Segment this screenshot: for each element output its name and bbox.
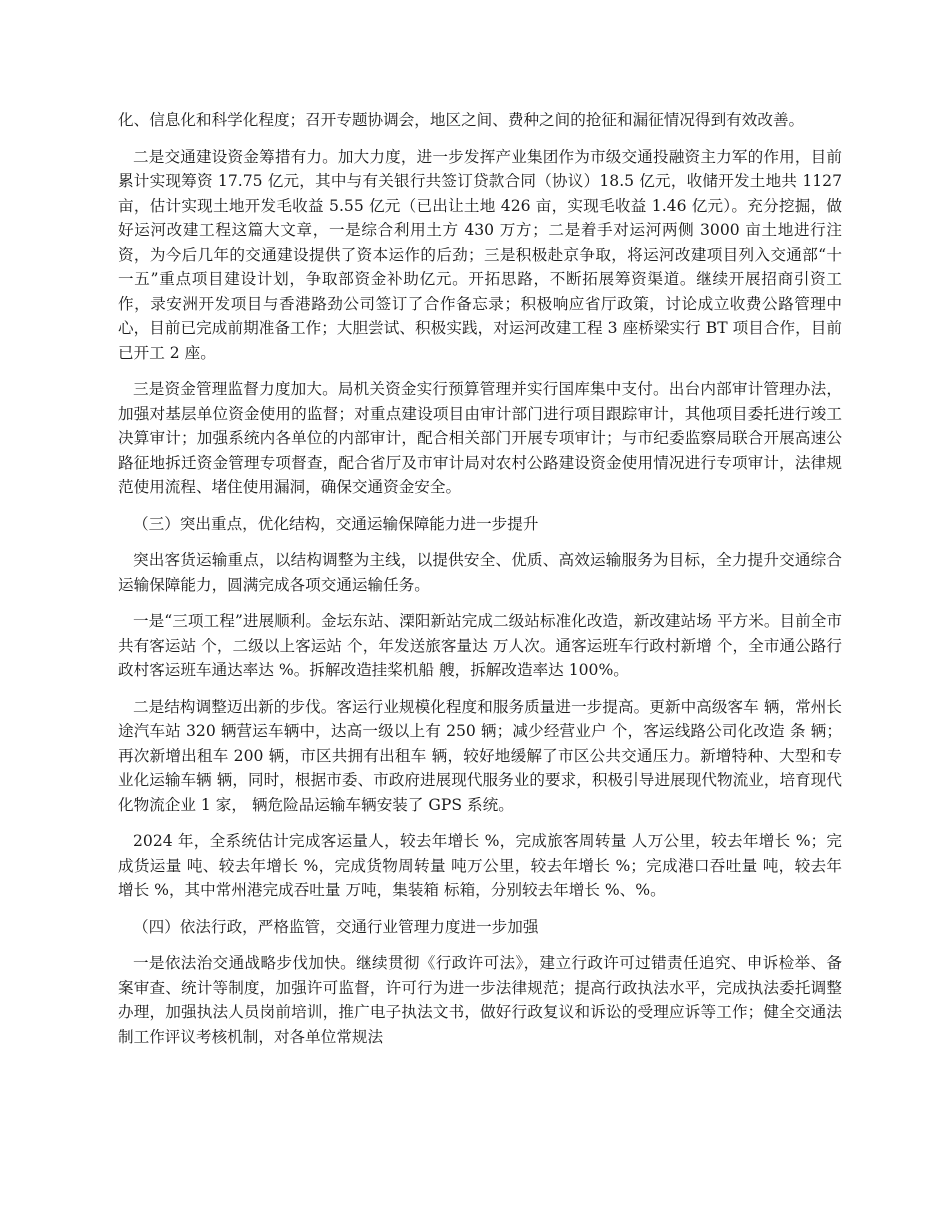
document-body: [118, 108, 842, 1061]
paragraph-three-projects: 一是“三项工程”进展顺利。金坛东站、溧阳新站完成二级站标准化改造，新改建站场 平方米。目前全市共有客运站 个，二级以上客运站 个，年发送旅客量达 万人次。通客运班车行政村新增 个，全市通公路行政村客运班车通达率达 %。拆解改造挂桨机船 艘，拆解改造率达 100%。: [118, 612, 842, 679]
paragraph-funding: 二是交通建设资金筹措有力。加大力度，进一步发挥产业集团作为市级交通投融资主力军的作用，目前累计实现筹资 17.75 亿元，其中与有关银行共签订贷款合同（协议）18.5 亿元，收储开发土地共 1127 亩，估计实现土地开发毛收益 5.55 亿元（已出让土地 426 亩，实现毛收益 1.46 亿元）。充分挖掘，做好运河改建工程这篇大文章，一是综合利用土方 430 万方；二是着手对运河两侧 3000 亩土地进行注资，为今后几年的交通建设提供了资本运作的后劲；三是积极赴京争取，将运河改建项目列入交通部“十一五”重点项目建设计划，争取部资金补助亿元。开拓思路，不断拓展筹资渠道。继续开展招商引资工作，录安洲开发项目与香港路劲公司签订了合作备忘录；积极响应省厅政策，讨论成立收费公路管理中心，目前已完成前期准备工作；大胆尝试、积极实践，对运河改建工程 3 座桥梁实行 BT 项目合作，目前已开工 2 座。: [118, 147, 842, 362]
paragraph-fund-supervision: 三是资金管理监督力度加大。局机关资金实行预算管理并实行国库集中支付。出台内部审计管理办法，加强对基层单位资金使用的监督；对重点建设项目由审计部门进行项目跟踪审计，其他项目委托进行竣工决算审计；加强系统内各单位的内部审计，配合相关部门开展专项审计；与市纪委监察局联合开展高速公路征地拆迁资金管理专项督查，配合省厅及市审计局对农村公路建设资金使用情况进行专项审计，法律规范使用流程、堵住使用漏洞，确保交通资金安全。: [118, 380, 842, 496]
paragraph-continuation: 化、信息化和科学化程度；召开专题协调会，地区之间、费种之间的抢征和漏征情况得到有效改善。: [118, 111, 805, 129]
paragraph-transport-overview: 突出客货运输重点，以结构调整为主线，以提供安全、优质、高效运输服务为目标，全力提升交通综合运输保障能力，圆满完成各项交通运输任务。: [118, 551, 842, 594]
paragraph-structure-adjustment: 二是结构调整迈出新的步伐。客运行业规模化程度和服务质量进一步提高。更新中高级客车 辆，常州长途汽车站 320 辆营运车辆中，达高一级以上有 250 辆；减少经营业户 个，客运线路公司化改造 条 辆；再次新增出租车 200 辆，市区共拥有出租车 辆，较好地缓解了市区公共交通压力。新增特种、大型和专业化运输车辆 辆，同时，根据市委、市政府进展现代服务业的要求，积极引导进展现代物流业，培育现代化物流企业 1 家， 辆危险品运输车辆安装了 GPS 系统。: [118, 697, 842, 814]
section-heading-3: （三）突出重点，优化结构，交通运输保障能力进一步提升: [133, 514, 539, 533]
paragraph-annual-statistics: 2024 年，全系统估计完成客运量人，较去年增长 %，完成旅客周转量 人万公里，较去年增长 %；完成货运量 吨、较去年增长 %，完成货物周转量 吨万公里，较去年增长 %；完成港口吞吐量 吨，较去年增长 %，其中常州港完成吞吐量 万吨，集装箱 标箱，分别较去年增长 %、%。: [118, 832, 842, 899]
section-heading-4: （四）依法行政，严格监管，交通行业管理力度进一步加强: [133, 917, 539, 936]
paragraph-rule-of-law: 一是依法治交通战略步伐加快。继续贯彻《行政许可法》，建立行政许可过错责任追究、申诉检举、备案审查、统计等制度，加强许可监督，许可行为进一步法律规范；提高行政执法水平，完成执法委托调整办理，加强执法人员岗前培训，推广电子执法文书，做好行政复议和诉讼的受理应诉等工作；健全交通法制工作评议考核机制，对各单位常规法: [118, 954, 842, 1046]
